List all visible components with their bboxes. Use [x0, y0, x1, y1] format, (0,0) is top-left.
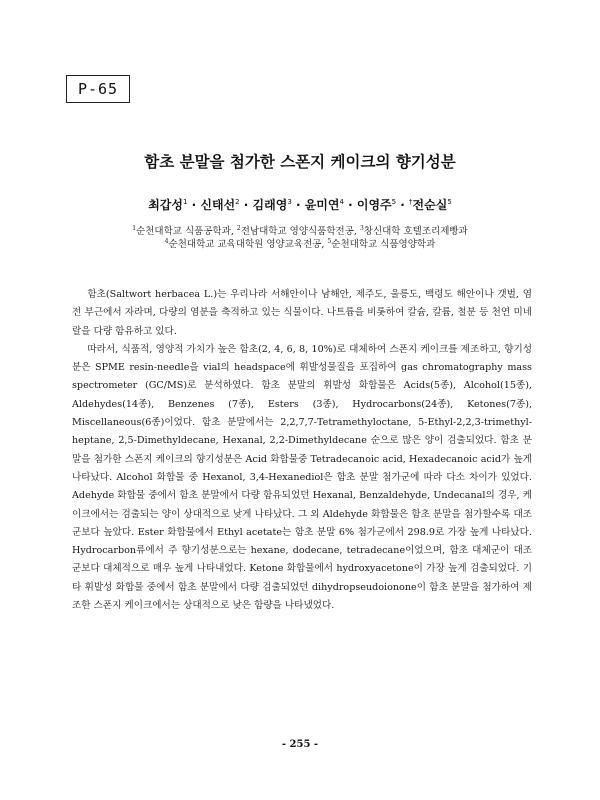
- author-affiliation-index: 1: [182, 198, 188, 206]
- affiliation-text: 순천대학교 식품영양학과: [331, 239, 436, 251]
- paragraph-results: 따라서, 식품적, 영양적 가치가 높은 함초(2, 4, 6, 8, 10%)로 대체하여 스폰지 케이크를 제조하고, 향기성분은 SPME resin-needle을 vial의 headspace에 휘발성물질을 포집하여 gas chromatography mass spectrometer (GC/MS)로 분석하였다. 함초 분말의 휘발성 화합물은 Acids(5종), Alcohol(15종), Aldehydes(14종), Benzenes (7종), Esters (3종), Hydrocarbons(24종), Ketones(7종), Miscellaneous(6종)이었다. 함초 분말에서는 2,2,7,7-Tetramethyloctane, 5-Ethyl-2,2,3-trimethyl-heptane, 2,5-Dimethyldecane, Hexanal, 2,2-Dimethyldecane 순으로 많은 양이 검출되었다. 함초 분말을 첨가한 스폰지 케이크의 향기성분은 Acid 화합물중 Tetradecanoic acid, Hexadecanoic acid가 높게 나타났다. Alcohol 화합물 중 Hexanol, 3,4-Hexanediol은 함초 분말 첨가군에 따라 다소 차이가 있었다. Adehyde 화합물 중에서 함초 분말에서 다량 함유되었던 Hexanal, Benzaldehyde, Undecanal의 경우, 케이크에서는 검출되는 양이 상대적으로 낮게 나타났다. 그 외 Aldehyde 화합물은 함초 분말을 첨가할수록 대조군보다 높았다. Ester 화합물에서 Ethyl acetate는 함초 분말 6% 첨가군에서 298.9로 가장 높게 나타났다. Hydrocarbon류에서 주 향기성분으로는 hexane, dodecane, tetradecane이었으며, 함초 대체군이 대조군보다 대체적으로 매우 높게 나타내었다. Ketone 화합물에서 hydroxyacetone이 가장 높게 검출되었다. 기타 휘발성 화합물 중에서 함초 분말에서 다량 검출되었던 dihydropseudoionone이 함초 분말을 첨가하여 제조한 스폰지 케이크에서는 상대적으로 낮은 함량을 나타냈었다.: [72, 343, 532, 612]
- affiliation-text: 전남대학교 영양식품학전공,: [240, 226, 360, 238]
- author-separator: ·: [187, 198, 201, 212]
- author-name: 윤미연: [304, 198, 340, 212]
- author-name: 최갑성: [148, 198, 183, 212]
- affiliation-text: 순천대학교 교육대학원 영양교육전공,: [168, 239, 328, 251]
- corresponding-author-mark: †: [409, 198, 413, 206]
- affiliation-line-2: [0, 235, 600, 251]
- author-name: 전순실: [412, 198, 448, 212]
- author-name: 이영주: [356, 198, 392, 212]
- paper-title: 함초 분말을 첨가한 스폰지 케이크의 향기성분: [144, 153, 456, 171]
- paragraph-intro: 함초(Saltwort herbacea L.)는 우리나라 서해안이나 남해안, 제주도, 울릉도, 백령도 해안이나 갯벌, 염전 부근에서 자라며, 다량의 염분을 축적하고 있는 식물이다. 나트륨을 비롯하여 칼슘, 칼륨, 철분 등 천연 미네랄을 다량 함유하고 있다.: [72, 289, 532, 337]
- affiliation-text: 순천대학교 식품공학과,: [136, 226, 237, 238]
- abstract-id-box: P-65: [66, 75, 130, 103]
- abstract-body: [72, 286, 532, 615]
- author-separator: ·: [291, 198, 305, 212]
- affiliation-index: 4: [164, 238, 169, 245]
- affiliation-index: 1: [132, 225, 137, 232]
- author-affiliation-index: 5: [447, 198, 452, 206]
- affiliation-text: 창신대학 호텔조리제빵과: [363, 226, 468, 238]
- author-affiliation-index: 4: [339, 198, 344, 206]
- author-name: 김래영: [252, 198, 288, 212]
- affiliation-index: 3: [359, 225, 364, 232]
- author-separator: ·: [239, 198, 253, 212]
- author-list: [0, 196, 600, 213]
- page-number: - 255 -: [281, 739, 319, 750]
- author-affiliation-index: 2: [235, 198, 240, 206]
- affiliation-index: 2: [236, 225, 241, 232]
- author-separator: ·: [343, 198, 357, 212]
- author-affiliation-index: 3: [287, 198, 292, 206]
- author-name: 신태선: [200, 198, 236, 212]
- affiliation-index: 5: [327, 238, 332, 245]
- author-affiliation-index: 5: [391, 198, 397, 206]
- author-separator: ·: [396, 198, 410, 212]
